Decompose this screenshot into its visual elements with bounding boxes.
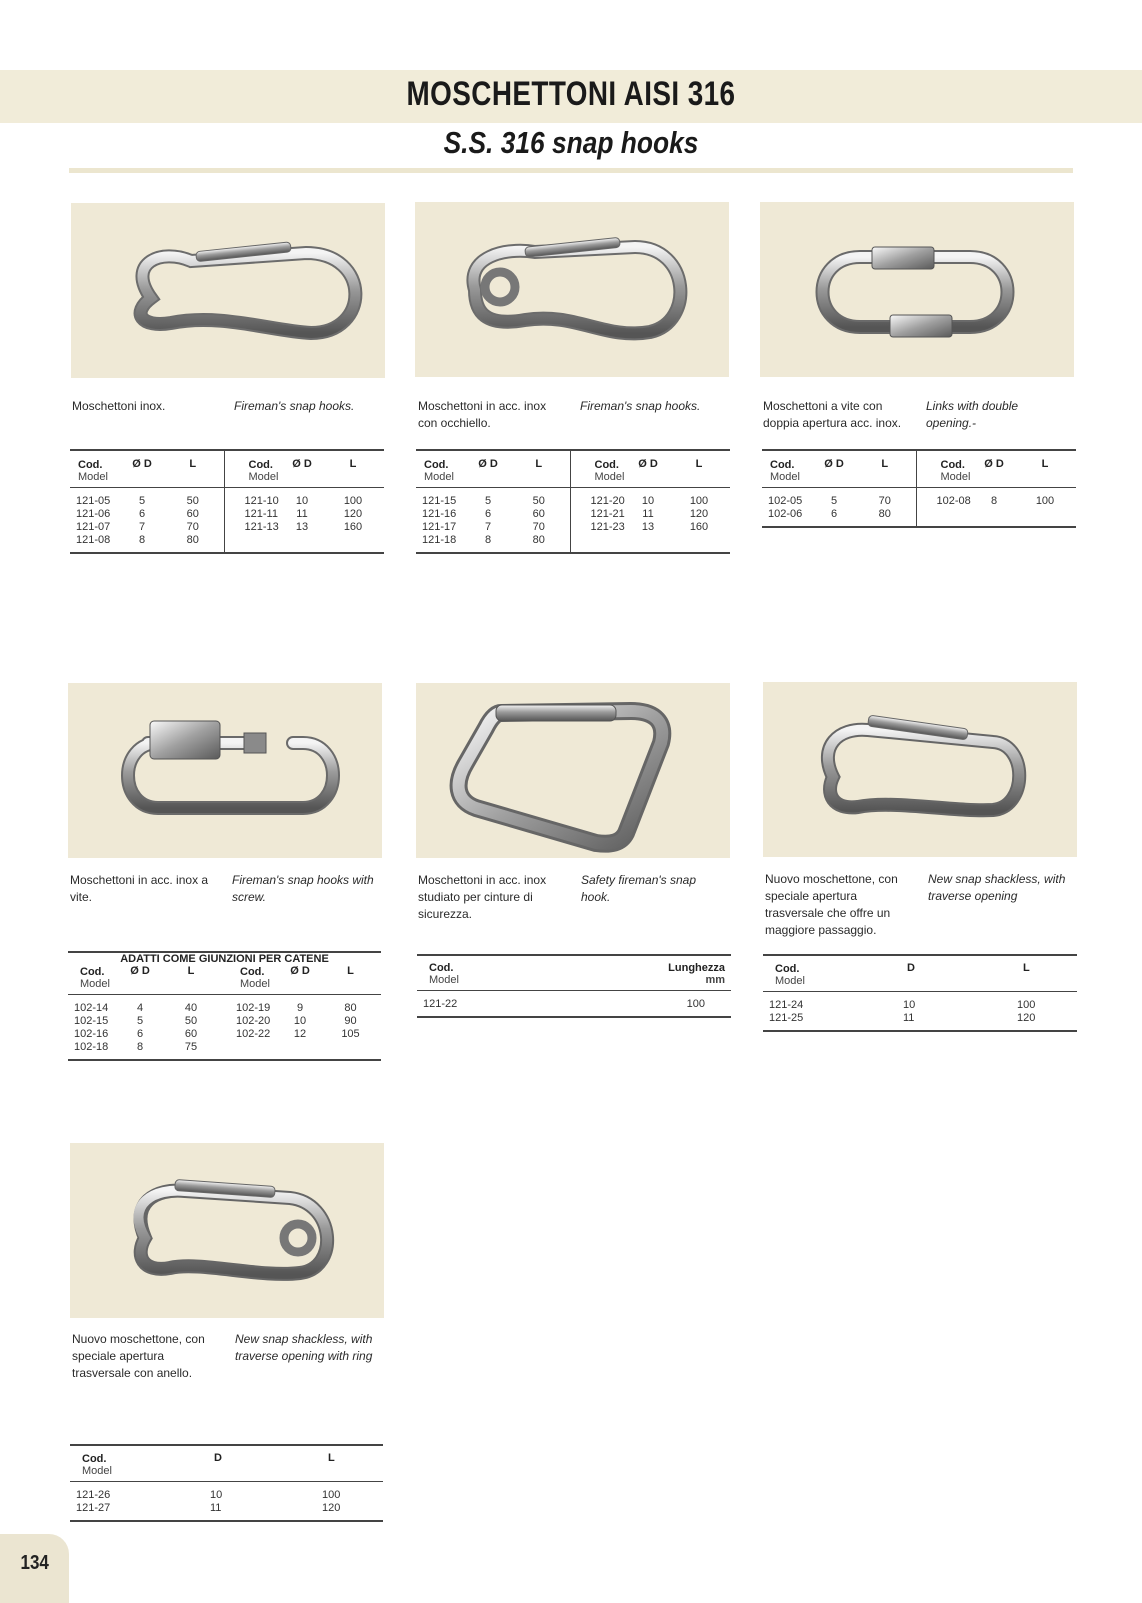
table-cell: 80 — [186, 534, 199, 546]
table-cell: 60 — [532, 508, 545, 520]
table-header-label: Cod. — [770, 459, 795, 471]
product-desc-it: Moschettoni in acc. inox studiato per cinture di sicurezza. — [418, 873, 547, 921]
table-cell — [916, 508, 974, 527]
spec-table — [417, 954, 731, 1018]
table-cell: 80 — [878, 508, 891, 520]
table-cell: 121-21 — [570, 508, 628, 521]
table-cell — [224, 534, 282, 553]
table-header-cell: L — [347, 965, 354, 977]
table-header-label: Cod. — [82, 1453, 107, 1465]
table-header-cell — [416, 450, 468, 488]
table-header-label: Cod. — [80, 966, 105, 978]
table-row — [416, 508, 730, 521]
table-cell: 10 — [293, 1015, 307, 1027]
table-cell: 40 — [184, 1002, 198, 1014]
table-cell: 70 — [878, 495, 891, 507]
table-cell: 5 — [136, 1015, 144, 1027]
table-header-cell: D — [907, 962, 915, 974]
product-photo-102-screw — [68, 683, 382, 858]
spec-table — [763, 954, 1077, 1032]
table-cell: 10 — [903, 999, 916, 1011]
table-row — [68, 952, 381, 965]
table-header-cell: Ø D — [824, 458, 844, 470]
table-cell: 8 — [990, 495, 998, 507]
table-row — [70, 488, 384, 509]
table-cell: 90 — [344, 1015, 357, 1027]
table-row — [70, 1482, 383, 1503]
table-row — [762, 488, 1076, 509]
table-cell: 102-14 — [74, 1002, 109, 1014]
table-header-cell — [222, 965, 280, 995]
table-cell: 6 — [484, 508, 492, 520]
table-cell: 102-19 — [236, 1002, 271, 1014]
product-photo-121-26 — [70, 1143, 384, 1318]
table-cell — [320, 1041, 381, 1060]
table-header-label: Model — [775, 975, 805, 987]
product-desc-en: New snap shackless, with traverse opening with ring — [235, 1332, 373, 1363]
product-photo-121-eyelet — [415, 202, 729, 377]
table-header-cell — [762, 450, 814, 488]
product-photo-121-22 — [416, 683, 730, 858]
table-cell: 160 — [689, 521, 709, 533]
table-cell: 5 — [484, 495, 492, 507]
table-header-cell: Ø D — [132, 458, 152, 470]
table-cell: 102-16 — [74, 1028, 109, 1040]
table-header-cell — [70, 1445, 174, 1482]
table-row — [70, 508, 384, 521]
table-header-label: Cod. — [240, 966, 265, 978]
table-cell: 121-15 — [422, 495, 457, 507]
table-cell: 11 — [210, 1502, 222, 1514]
table-cell — [628, 534, 668, 553]
table-cell: 11 — [296, 508, 308, 520]
snap-hook-icon — [71, 203, 385, 378]
table-cell: 100 — [686, 998, 705, 1010]
table-cell: 121-20 — [570, 488, 628, 509]
table-cell — [974, 508, 1014, 527]
table-row — [763, 955, 1077, 992]
table-row — [416, 521, 730, 534]
table-cell: 70 — [532, 521, 545, 533]
table-header-cell: Ø D — [478, 458, 498, 470]
table-row — [68, 1015, 381, 1028]
table-cell: 9 — [296, 1002, 304, 1014]
product-photo-121 — [71, 203, 385, 378]
traverse-snap-hook-ring-icon — [70, 1143, 384, 1318]
table-header-label: Cod. — [775, 963, 800, 975]
table-header-cell: D — [214, 1452, 222, 1464]
table-cell: 121-18 — [422, 534, 457, 546]
product-desc-en: Fireman's snap hooks. — [234, 399, 355, 413]
table-cell: 120 — [322, 1502, 341, 1514]
safety-carabiner-icon — [416, 683, 730, 858]
table-row — [763, 992, 1077, 1013]
table-cell — [322, 534, 384, 553]
table-header-cell — [763, 955, 867, 992]
table-cell: 120 — [1017, 1012, 1036, 1024]
product-desc-en: Links with double opening.- — [926, 399, 1019, 430]
table-header-label: Model — [78, 471, 108, 483]
product-desc-it: Moschettoni in acc. inox a vite. — [70, 873, 209, 904]
product-desc-it: Moschettoni in acc. inox con occhiello. — [418, 399, 547, 430]
table-row — [416, 488, 730, 509]
page-title: MOSCHETTONI AISI 316 — [406, 75, 736, 113]
table-row — [762, 508, 1076, 527]
table-cell: 120 — [343, 508, 363, 520]
table-header-label: Model — [80, 978, 110, 990]
screw-link-icon — [68, 683, 382, 858]
table-cell: 121-11 — [224, 508, 282, 521]
table-cell: 13 — [295, 521, 309, 533]
table-header-label: Cod. — [940, 459, 965, 471]
table-cell: 121-10 — [224, 488, 282, 509]
table-row — [68, 1041, 381, 1060]
table-header-cell: L — [328, 1452, 335, 1464]
table-cell — [668, 534, 730, 553]
table-cell: 121-26 — [76, 1489, 111, 1501]
table-cell: 5 — [138, 495, 146, 507]
table-cell: 105 — [341, 1028, 360, 1040]
table-header-label: Model — [770, 471, 800, 483]
product-desc-en: Fireman's snap hooks. — [580, 399, 701, 413]
table-header-label: Model — [940, 471, 971, 483]
table-header-label: Lunghezza — [668, 962, 725, 974]
table-header-label: Model — [82, 1465, 112, 1477]
page-subtitle: S.S. 316 snap hooks — [443, 125, 699, 160]
table-row — [417, 955, 731, 991]
table-row — [70, 450, 384, 488]
table-cell: 60 — [186, 508, 199, 520]
table-cell: 60 — [184, 1028, 198, 1040]
table-header-cell — [417, 955, 577, 991]
table-cell: 6 — [830, 508, 838, 520]
table-row — [416, 450, 730, 488]
table-cell: 70 — [186, 521, 199, 533]
table-header-cell: L — [695, 458, 703, 470]
table-cell: 100 — [689, 495, 709, 507]
product-desc-it: Moschettoni a vite con doppia apertura acc. inox. — [763, 399, 902, 430]
table-cell: 121-05 — [76, 495, 111, 507]
product-desc-it: Nuovo moschettone, con speciale apertura trasversale che offre un maggiore passaggio. — [765, 872, 898, 937]
table-cell: 102-18 — [74, 1041, 109, 1053]
table-header-label: Model — [240, 978, 270, 990]
table-cell: 80 — [344, 1002, 357, 1014]
table-cell: 50 — [186, 495, 199, 507]
table-cell: 160 — [343, 521, 363, 533]
table-caption: ADATTI COME GIUNZIONI PER CATENE — [120, 953, 329, 965]
table-cell: 121-23 — [570, 521, 628, 534]
table-header-label: Cod. — [594, 459, 619, 471]
table-row — [763, 1012, 1077, 1031]
product-desc-en: New snap shackless, with traverse opening — [928, 872, 1066, 903]
table-header-cell — [70, 450, 122, 488]
table-row — [68, 995, 381, 1016]
table-header-cell — [577, 955, 731, 991]
product-desc-en: Safety fireman's snap hook. — [581, 873, 697, 904]
table-cell: 120 — [689, 508, 709, 520]
table-cell: 121-17 — [422, 521, 457, 533]
table-cell: 8 — [136, 1041, 144, 1053]
table-cell: 12 — [293, 1028, 307, 1040]
table-cell: 102-20 — [236, 1015, 271, 1027]
table-cell — [1014, 508, 1076, 527]
table-header-label: Cod. — [429, 962, 454, 974]
spec-table — [762, 449, 1076, 528]
spec-table — [416, 449, 730, 554]
table-cell: 102-22 — [236, 1028, 271, 1040]
table-header-cell: L — [1041, 458, 1049, 470]
table-row — [70, 521, 384, 534]
table-cell — [570, 534, 628, 553]
table-cell: 100 — [1035, 495, 1055, 507]
product-desc-it: Nuovo moschettone, con speciale apertura trasversale con anello. — [72, 1332, 205, 1380]
table-cell: 121-22 — [423, 998, 458, 1010]
table-cell: 75 — [184, 1041, 198, 1053]
table-header-cell: L — [349, 458, 357, 470]
table-header-label: Cod. — [78, 459, 103, 471]
table-header-cell: L — [1023, 962, 1030, 974]
table-cell — [282, 534, 322, 553]
table-cell: 4 — [136, 1002, 144, 1014]
table-row — [417, 991, 731, 1018]
table-cell: 121-16 — [422, 508, 457, 520]
table-header-label: Cod. — [248, 459, 273, 471]
table-cell: 50 — [184, 1015, 198, 1027]
table-cell: 102-05 — [768, 495, 803, 507]
table-cell: 11 — [903, 1012, 915, 1024]
table-cell: 121-25 — [769, 1012, 804, 1024]
table-header-cell — [916, 450, 974, 488]
table-cell: 8 — [138, 534, 146, 546]
table-cell: 121-13 — [224, 521, 282, 534]
table-cell: 100 — [1017, 999, 1036, 1011]
table-cell: 11 — [642, 508, 654, 520]
header-rule — [69, 168, 1073, 173]
product-desc-it: Moschettoni inox. — [72, 399, 166, 413]
table-row — [762, 450, 1076, 488]
product-photo-102-double — [760, 202, 1074, 377]
table-row — [68, 965, 381, 995]
table-header-cell: Ø D — [292, 458, 312, 470]
table-cell: 121-24 — [769, 999, 804, 1011]
page-number: 134 — [20, 1552, 49, 1574]
table-row — [70, 1502, 383, 1521]
table-header-cell: L — [881, 458, 889, 470]
table-header-label: mm — [705, 974, 725, 986]
table-cell: 6 — [136, 1028, 144, 1040]
table-cell: 80 — [532, 534, 545, 546]
table-header-cell — [224, 450, 282, 488]
table-header-cell — [570, 450, 628, 488]
table-cell — [222, 1041, 280, 1060]
table-cell: 13 — [641, 521, 655, 533]
table-header-label: Model — [424, 471, 454, 483]
table-cell: 7 — [138, 521, 146, 533]
table-cell: 10 — [210, 1489, 223, 1501]
table-header-cell: Ø D — [984, 458, 1004, 470]
table-header-cell: Ø D — [290, 965, 310, 977]
table-cell: 102-08 — [916, 488, 974, 509]
table-cell: 121-27 — [76, 1502, 111, 1514]
table-cell: 102-06 — [768, 508, 803, 520]
table-header-label: Model — [248, 471, 279, 483]
table-header-label: Model — [429, 974, 459, 986]
product-desc-en: Fireman's snap hooks with screw. — [232, 873, 374, 904]
table-row — [416, 534, 730, 553]
table-cell: 6 — [138, 508, 146, 520]
table-row — [70, 534, 384, 553]
table-cell: 50 — [532, 495, 545, 507]
spec-table — [70, 1444, 383, 1522]
table-cell: 121-06 — [76, 508, 111, 520]
table-cell: 10 — [641, 495, 655, 507]
table-cell — [280, 1041, 320, 1060]
table-header-label: Model — [594, 471, 625, 483]
table-header-label: Cod. — [424, 459, 449, 471]
table-row — [68, 1028, 381, 1041]
double-screw-link-icon — [760, 202, 1074, 377]
product-photo-121-24 — [763, 682, 1077, 857]
table-cell: 100 — [343, 495, 363, 507]
table-cell: 102-15 — [74, 1015, 109, 1027]
table-cell: 121-07 — [76, 521, 111, 533]
spec-table — [68, 951, 381, 1061]
table-cell: 121-08 — [76, 534, 111, 546]
table-header-cell: L — [189, 458, 197, 470]
traverse-snap-hook-icon — [763, 682, 1077, 857]
table-row — [70, 1445, 383, 1482]
table-header-cell: Ø D — [130, 965, 150, 977]
table-header-cell — [68, 965, 120, 995]
table-cell: 8 — [484, 534, 492, 546]
table-header-cell: Ø D — [638, 458, 658, 470]
table-header-cell: L — [187, 965, 195, 977]
table-header-cell: L — [535, 458, 543, 470]
table-cell: 10 — [295, 495, 309, 507]
table-cell: 7 — [484, 521, 492, 533]
table-cell: 100 — [322, 1489, 341, 1501]
table-cell: 5 — [830, 495, 838, 507]
spec-table — [70, 449, 384, 554]
snap-hook-eyelet-icon — [415, 202, 729, 377]
